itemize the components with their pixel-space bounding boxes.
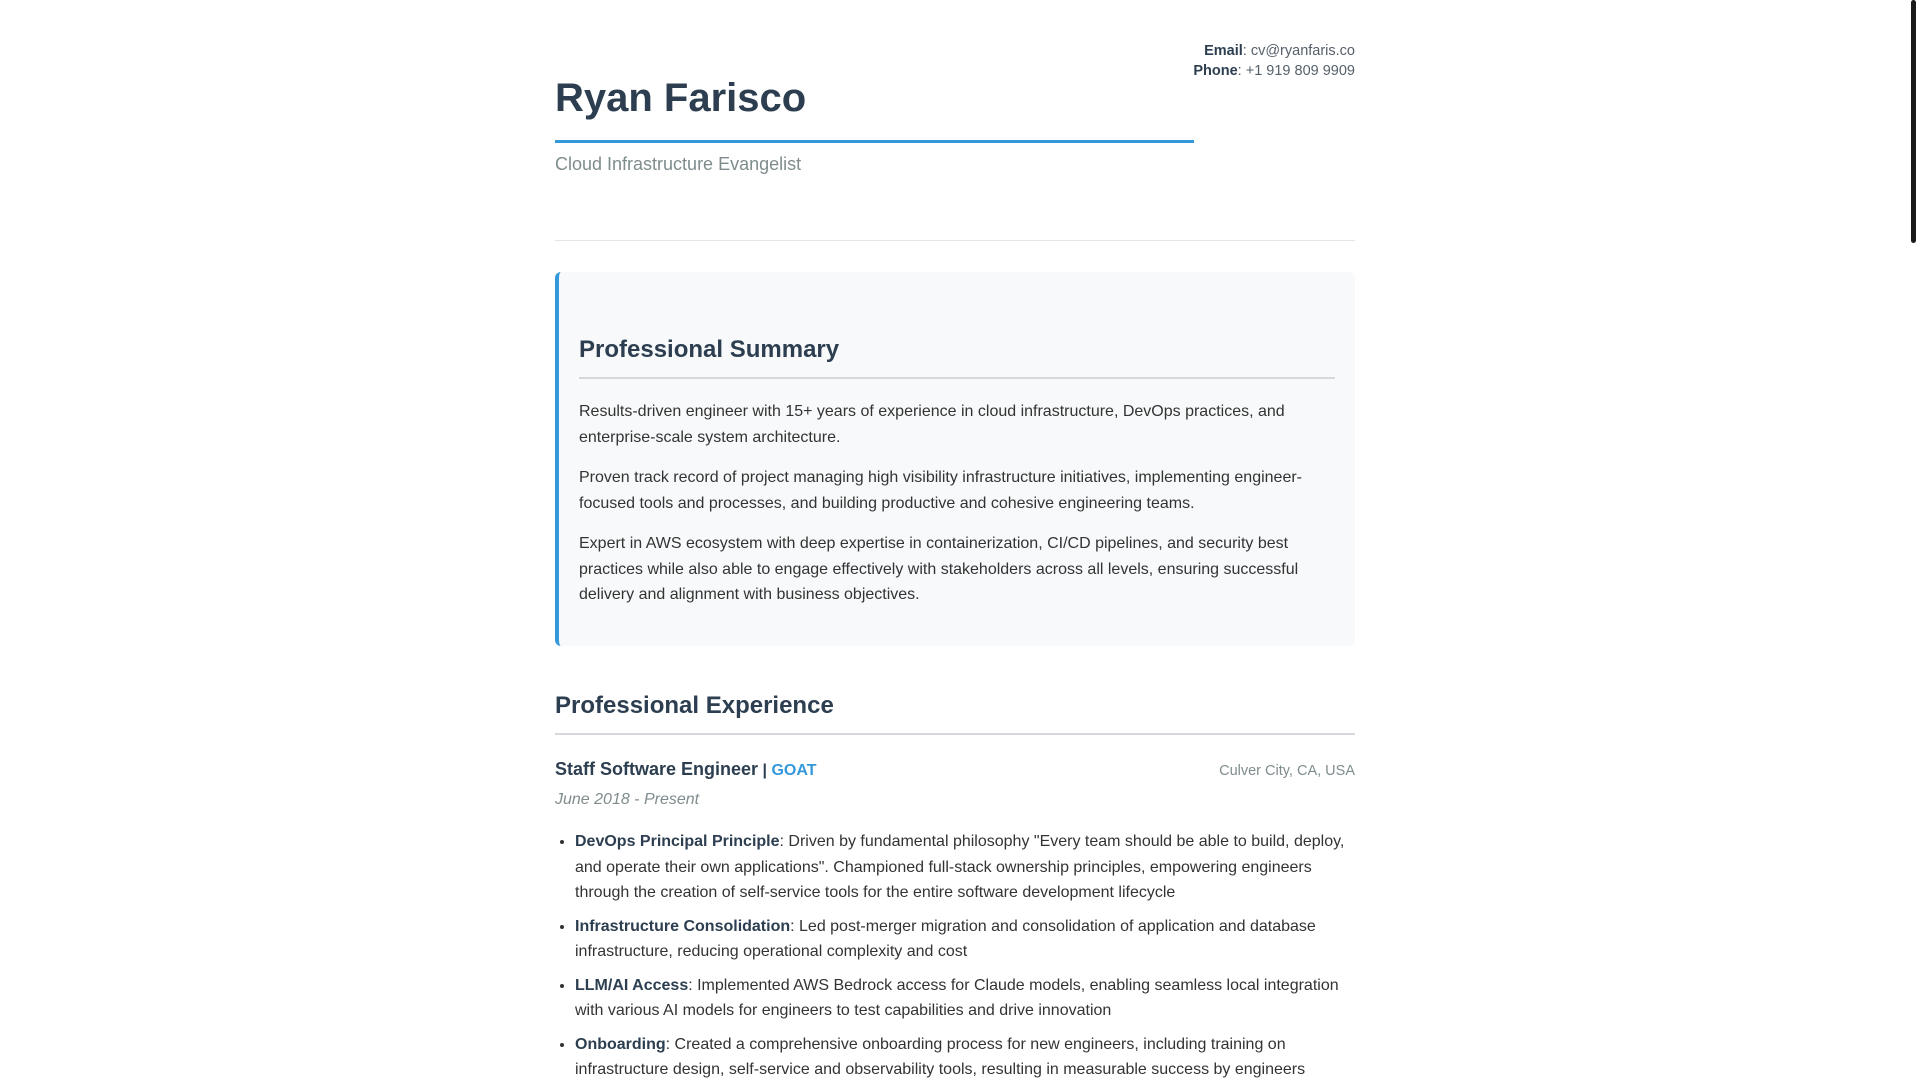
phone-value: +1 919 809 9909	[1245, 63, 1355, 79]
job-bullets	[555, 829, 1355, 1083]
bullet-label: LLM/AI Access	[575, 976, 689, 994]
email-value: cv@ryanfaris.co	[1250, 43, 1355, 59]
bullet-label: DevOps Principal Principle	[575, 833, 780, 850]
bullet-text: : Created a comprehensive onboarding process for new engineers, including training on infrastructure design, self-service and observability tools, resulting in measurable success by engineers	[575, 1035, 1306, 1078]
person-name: Ryan Farisco	[555, 76, 807, 120]
list-item	[575, 829, 1355, 906]
list-item	[575, 914, 1355, 965]
job-entry	[555, 759, 1355, 1083]
summary-paragraph: Expert in AWS ecosystem with deep expertise in containerization, CI/CD pipelines, and security best practices while also able to engage effectively with stakeholders across all levels, ensuring successful delivery and alignment with business objectives.	[579, 535, 1299, 603]
bullet-label: Infrastructure Consolidation	[575, 917, 791, 935]
phone-label: Phone	[1193, 63, 1238, 79]
header-divider	[555, 240, 1355, 241]
job-separator: |	[762, 762, 767, 779]
bullet-text: : Implemented AWS Bedrock access for Claude models, enabling seamless local integration with various AI models for engineers to test capabilities and drive innovation	[575, 976, 1339, 1019]
name-underline	[555, 140, 1194, 143]
bullet-label: Onboarding	[575, 1035, 666, 1053]
email-label: Email	[1204, 43, 1243, 59]
summary-section	[555, 272, 1355, 646]
job-location: Culver City, CA, USA	[1219, 763, 1355, 779]
bullet-text: : Driven by fundamental philosophy "Every team should be able to build, deploy, and operate their own applications". Championed full-stack ownership principles, empowering engineers through the creation of self-service tools for the entire software development lifecycle	[575, 833, 1345, 901]
bullet-text: : Led post-merger migration and consolidation of application and database infrastructure, reducing operational complexity and cost	[575, 917, 1316, 960]
summary-paragraph: Proven track record of project managing high visibility infrastructure initiatives, implementing engineer-focused tools and processes, and building productive and cohesive engineering teams.	[579, 469, 1302, 512]
summary-paragraph: Results-driven engineer with 15+ years of experience in cloud infrastructure, DevOps practices, and enterprise-scale system architecture.	[579, 403, 1285, 446]
job-dates: June 2018 - Present	[555, 791, 700, 808]
list-item	[575, 1032, 1355, 1083]
job-header	[555, 759, 1355, 783]
contact-phone-line: Phone: +1 919 809 9909	[1193, 63, 1355, 79]
list-item	[575, 973, 1355, 1024]
summary-heading: Professional Summary	[579, 336, 840, 363]
page-scrollbar[interactable]	[1911, 0, 1916, 243]
summary-heading-rule	[579, 377, 1335, 379]
job-company: GOAT	[771, 762, 817, 779]
contact-block	[1193, 41, 1355, 81]
contact-email-line: Email: cv@ryanfaris.co	[1204, 43, 1355, 59]
experience-heading-rule	[555, 733, 1355, 735]
experience-section	[555, 691, 1355, 1091]
job-title: Staff Software Engineer	[555, 759, 759, 779]
experience-heading: Professional Experience	[555, 692, 834, 719]
person-title: Cloud Infrastructure Evangelist	[555, 154, 802, 174]
